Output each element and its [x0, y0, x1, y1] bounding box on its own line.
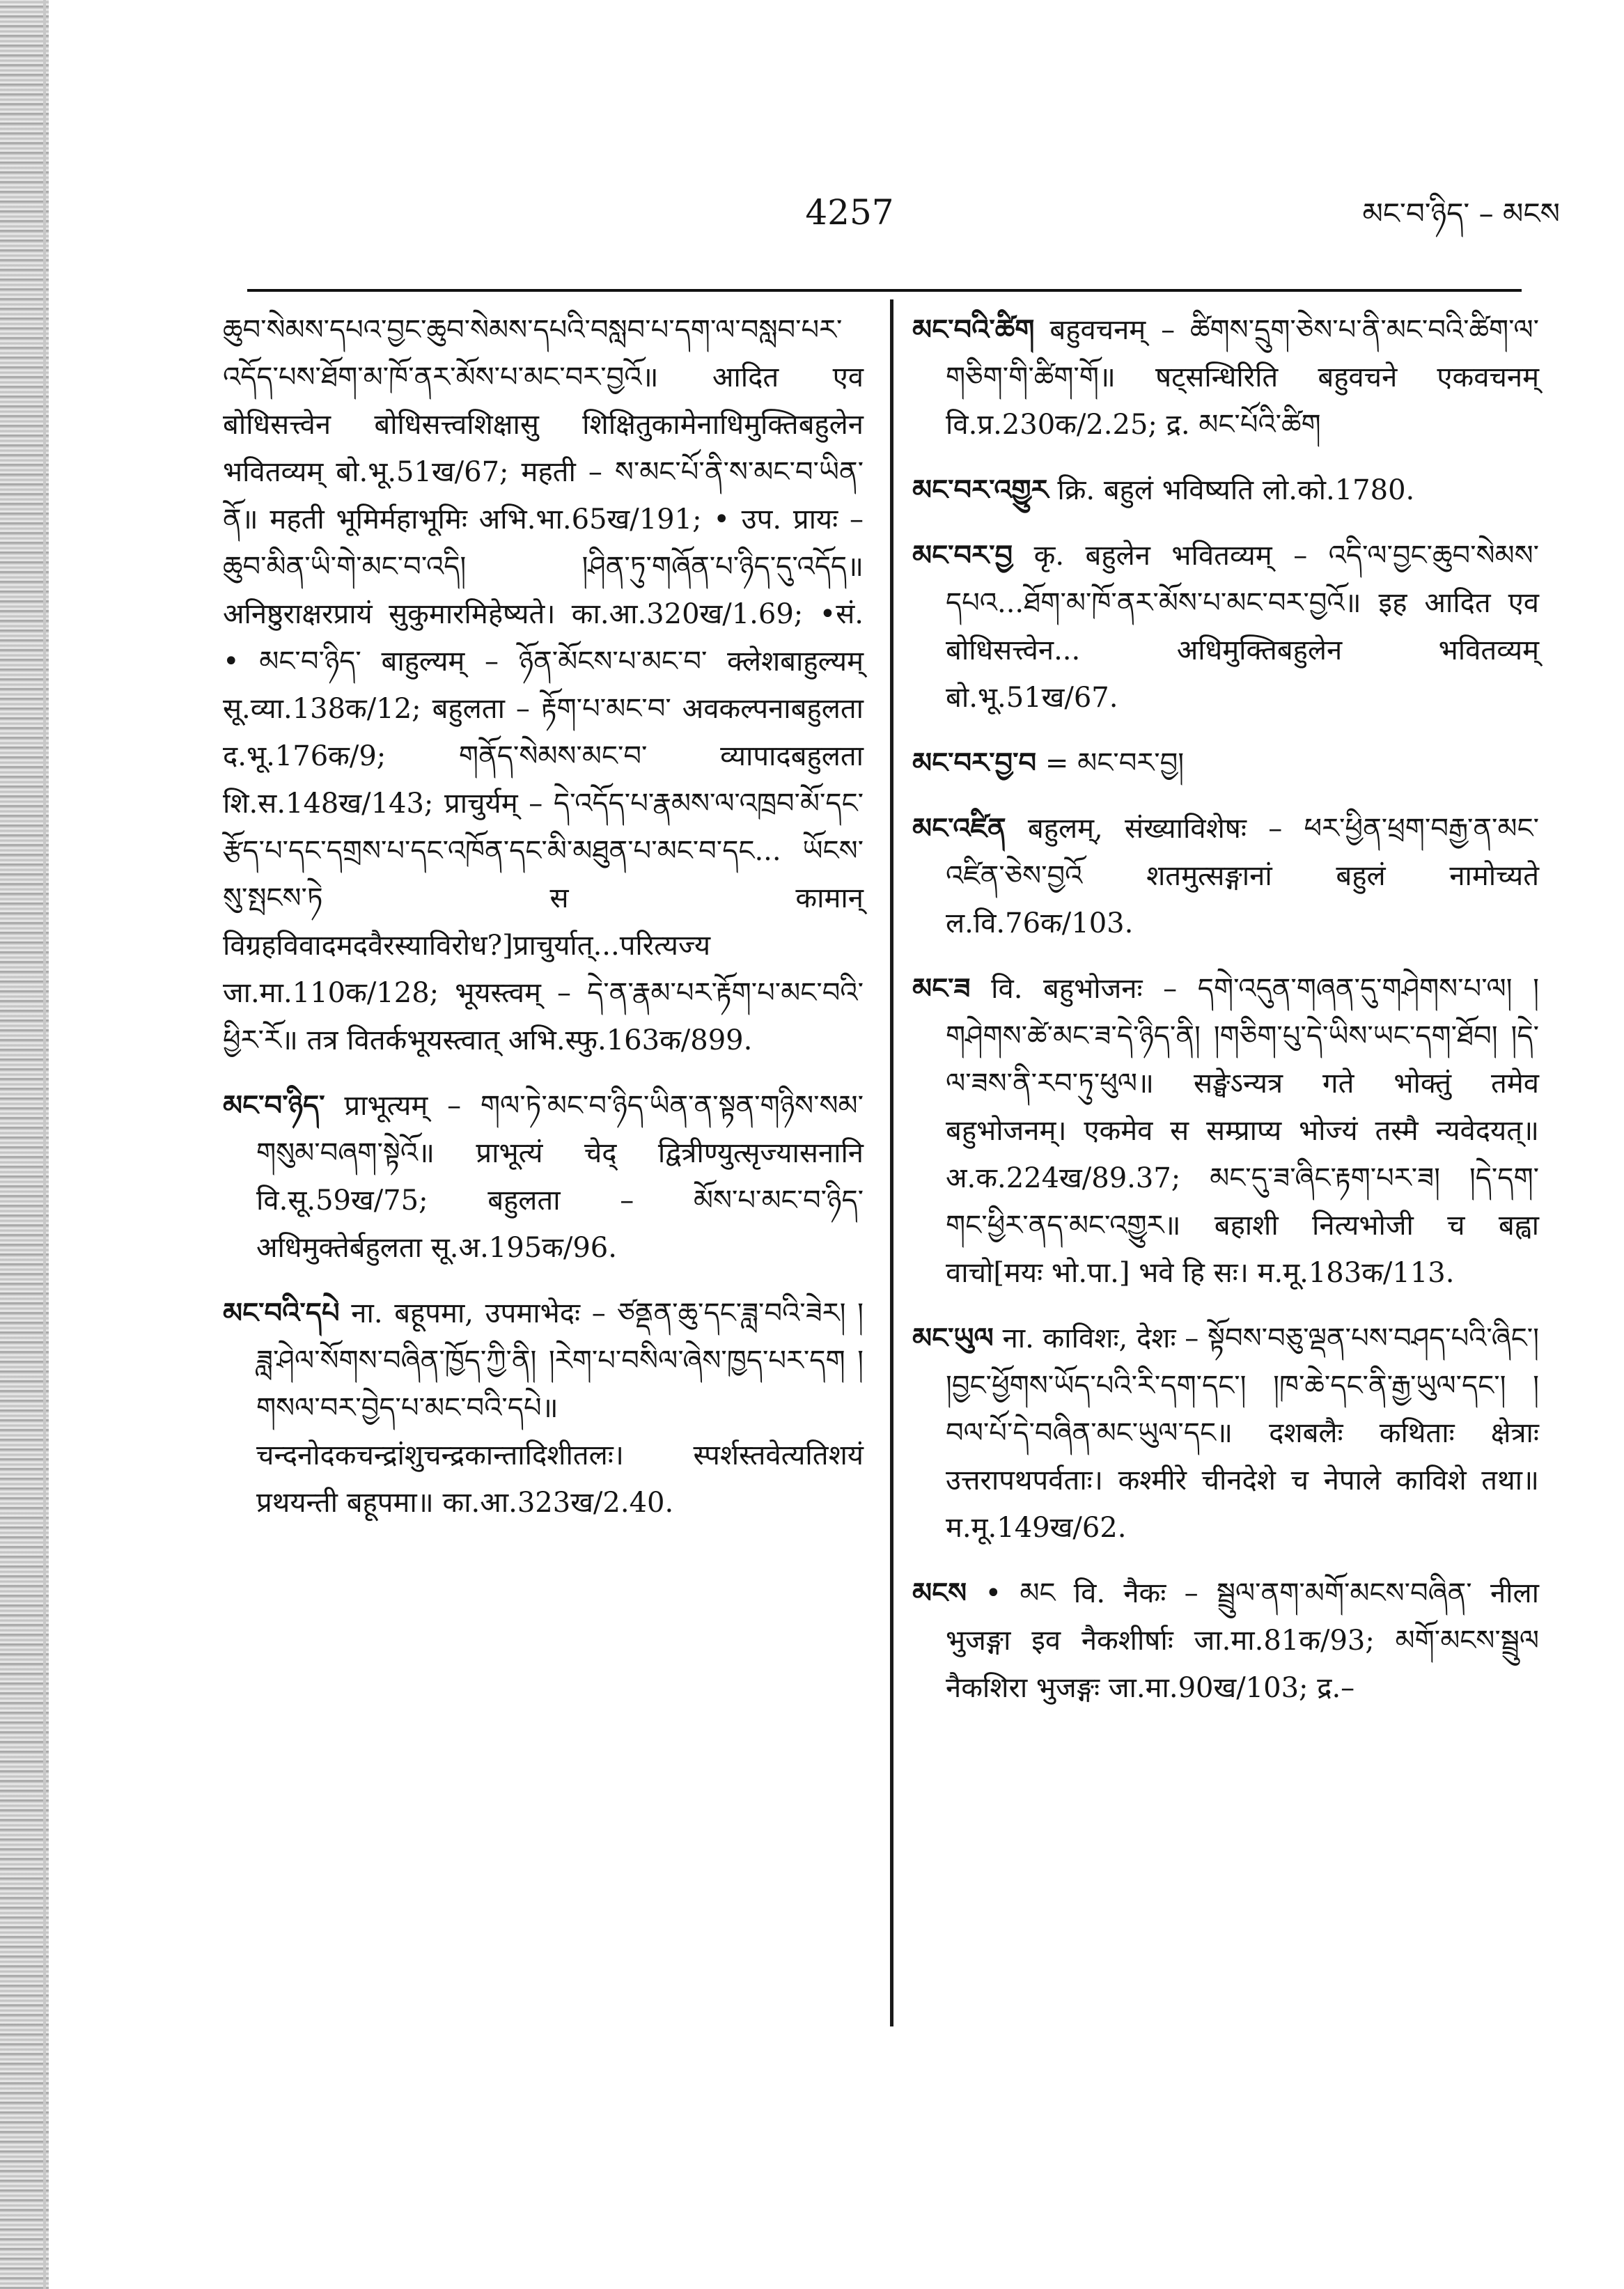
entry-headword: མང་བར་བྱ་བ — [912, 747, 1037, 779]
entry-headword: མང་བར་འགྱུར — [912, 474, 1049, 506]
dictionary-entry — [223, 1082, 864, 1272]
right-column — [912, 306, 1539, 1730]
page-number: 4257 — [805, 192, 894, 233]
entry-body: ना. काविशः, देशः – སྟོབས་བཅུ་ལྡན་པས་བཤད་པའི་ཞིང་། །བྱང་ཕྱོགས་ཡོད་པའི་རི་དག་དང་། །ཁ་ཆེ་དང་ནི་རྒྱ་ཡུལ་དང་། །བལ་པོ་དེ་བཞིན་མང་ཡུལ་དང॥ दशबलैः कथिताः क्षेत्राः उत्तरापथपर्वताः। कश्मीरे चीनदेशे च नेपाले काविशे तथा॥ म.मू.149ख/62. — [946, 1322, 1539, 1544]
entry-body: क्रि. बहुलं भविष्यति लो.को.1780. — [1057, 474, 1415, 506]
entry-headword: མང་ཡུལ — [912, 1322, 994, 1354]
entry-body: ना. बहूपमा, उपमाभेदः – ཙནྡན་ཆུ་དང་ཟླ་བའི་ཟེར། །ཟླ་ཤེལ་སོགས་བཞིན་ཁྱོད་ཀྱི་ནི། །རེག་པ་བསིལ་ཞེས་ཁྱད་པར་དག །གསལ་བར་བྱེད་པ་མང་བའི་དཔེ॥ चन्दनोदकचन्द्रांशुचन्द्रकान्तादिशीतलः। स्पर्शस्तवेत्यतिशयं प्रथयन्ती बहूपमा॥ का.आ.323ख/2.40. — [256, 1297, 864, 1519]
dictionary-entry — [912, 532, 1539, 721]
header-rule — [247, 289, 1522, 292]
entry-headword: མང་བར་བྱ — [912, 539, 1013, 572]
entry-headword: མངས — [912, 1577, 967, 1609]
dictionary-entry — [912, 1570, 1539, 1712]
entry-body: कृ. बहुलेन भवितव्यम् – འདི་ལ་བྱང་ཆུབ་སེམས་དཔའ...ཐོག་མ་ཁོ་ནར་མོས་པ་མང་བར་བྱའོ॥ इह आदित एव बोधिसत्त्वेन... अधिमुक्तिबहुलेन भवितव्यम् बो.भू.51ख/67. — [946, 540, 1539, 714]
left-column — [223, 306, 864, 1545]
scan-binding-edge — [0, 0, 49, 2289]
column-divider — [890, 299, 893, 2026]
entry-body: बहुलम्, संख्याविशेषः – ཕར་ཕྱིན་ཕྲག་བརྒྱ་ན་མང་འཛིན་ཅེས་བྱའོ शतमुत्सङ्गानां बहुलं नामोच्यते ल.वि.76क/103. — [946, 813, 1539, 939]
entry-body: = མང་བར་བྱ། — [1045, 747, 1185, 779]
entry-headword: མང་བ་ཉིད་ — [223, 1089, 325, 1122]
entry-headword: མང་བའི་ཚིག — [912, 313, 1035, 346]
dictionary-entry — [912, 965, 1539, 1297]
running-head: མང་བ་ཉིད་ – མངས — [1362, 196, 1560, 231]
dictionary-entry — [223, 306, 864, 1064]
dictionary-entry — [223, 1290, 864, 1526]
entry-body: बहुवचनम् – ཚིགས་དྲུག་ཅེས་པ་ནི་མང་བའི་ཚིག་ལ་གཅིག་གི་ཚིག་གོ॥ षट्सन्धिरिति बहुवचने एकवचनम् वि.प्र.230क/2.25; द्र. མང་པོའི་ཚིག — [946, 314, 1539, 441]
dictionary-entry — [912, 740, 1539, 787]
entry-body: वि. बहुभोजनः – དགེ་འདུན་གཞན་དུ་གཤེགས་པ་ལ། །གཤེགས་ཚེ་མང་ཟ་དེ་ཉིད་ནི། །གཅིག་པུ་དེ་ཡིས་ཡང་དག་ཐོབ། །དེ་ལ་ཟས་ནི་རབ་ཏུ་ཕུལ॥ सङ्घेऽन्यत्र गते भोक्तुं तमेव बहुभोजनम्। एकमेव स सम्प्राप्य भोज्यं तस्मै न्यवेदयत्॥ अ.क.224ख/89.37; མང་དུ་ཟ་ཞིང་རྟག་པར་ཟ། །དེ་དག་གང་ཕྱིར་ནད་མང་འགྱུར॥ बहाशी नित्यभोजी च बह्वा वाचो[मयः भो.पा.] भवे हि सः। म.मू.183क/113. — [946, 973, 1539, 1289]
dictionary-entry — [912, 306, 1539, 448]
dictionary-entry — [912, 805, 1539, 947]
entry-headword: མང་བའི་དཔེ — [223, 1297, 340, 1329]
entry-body: प्राभूत्यम् – གལ་ཏེ་མང་བ་ཉིད་ཡིན་ན་སྟན་གཉིས་སམ་གསུམ་བཞག་སྟེའོ॥ प्राभूत्यं चेद् द्वित्रीण्युत्सृज्यासनानि वि.सू.59ख/75; बहुलता – མོས་པ་མང་བ་ཉིད་ अधिमुक्तेर्बहुलता सू.अ.195क/96. — [256, 1090, 864, 1264]
entry-headword: མང་འཛིན — [912, 812, 1006, 845]
dictionary-entry — [912, 1315, 1539, 1552]
dictionary-entry — [912, 467, 1539, 514]
entry-headword: མང་ཟ — [912, 972, 971, 1005]
entry-body: ཆུབ་སེམས་དཔའ་བྱང་ཆུབ་སེམས་དཔའི་བསླབ་པ་དག་ལ་བསླབ་པར་འདོད་པས་ཐོག་མ་ཁོ་ནར་མོས་པ་མང་བར་བྱའོ॥ आदित एव बोधिसत्त्वेन बोधिसत्त्वशिक्षासु शिक्षितुकामेनाधिमुक्तिबहुलेन भवितव्यम् बो.भू.51ख/67; महती – ས་མང་པོ་ནི་ས་མང་བ་ཡིན་ནོ॥ महती भूमिर्महाभूमिः अभि.भा.65ख/191; • उप. प्रायः – ཆུབ་མིན་ཡི་གེ་མང་བ་འདི། །ཤིན་ཏུ་གཞོན་པ་ཉིད་དུ་འདོད॥ अनिष्ठुराक्षरप्रायं सुकुमारमिहेष्यते। का.आ.320ख/1.69; •सं. • མང་བ་ཉིད་ बाहुल्यम् – ཉོན་མོངས་པ་མང་བ་ क्लेशबाहुल्यम् सू.व्या.138क/12; बहुलता – རྟོག་པ་མང་བ་ अवकल्पनाबहुलता द.भू.176क/9; གནོད་སེམས་མང་བ་ व्यापादबहुलता शि.स.148ख/143; प्राचुर्यम् – དེ་འདོད་པ་རྣམས་ལ་འཁྲབ་མོ་དང་རྩོད་པ་དང་དགྲས་པ་དང་འཁོན་དང་མི་མཐུན་པ་མང་བ་དང... ཡོངས་སུ་སྤངས་ཏེ स कामान् विग्रहविवादमदवैरस्याविरोध?]प्राचुर्यात्...परित्यज्य जा.मा.110क/128; भूयस्त्वम् – དེ་ན་རྣམ་པར་རྟོག་པ་མང་བའི་ཕྱིར་རོ॥ तत्र वितर्कभूयस्त्वात् अभि.स्फु.163क/899. — [223, 314, 864, 1056]
entry-body: • མང वि. नैकः – སྦྲུལ་ནག་མགོ་མངས་བཞིན་ नीला भुजङ्गा इव नैकशीर्षाः जा.मा.81क/93; མགོ་མངས་སྦྲུལ नैकशिरा भुजङ्गः जा.मा.90ख/103; द्र.– — [946, 1577, 1539, 1704]
